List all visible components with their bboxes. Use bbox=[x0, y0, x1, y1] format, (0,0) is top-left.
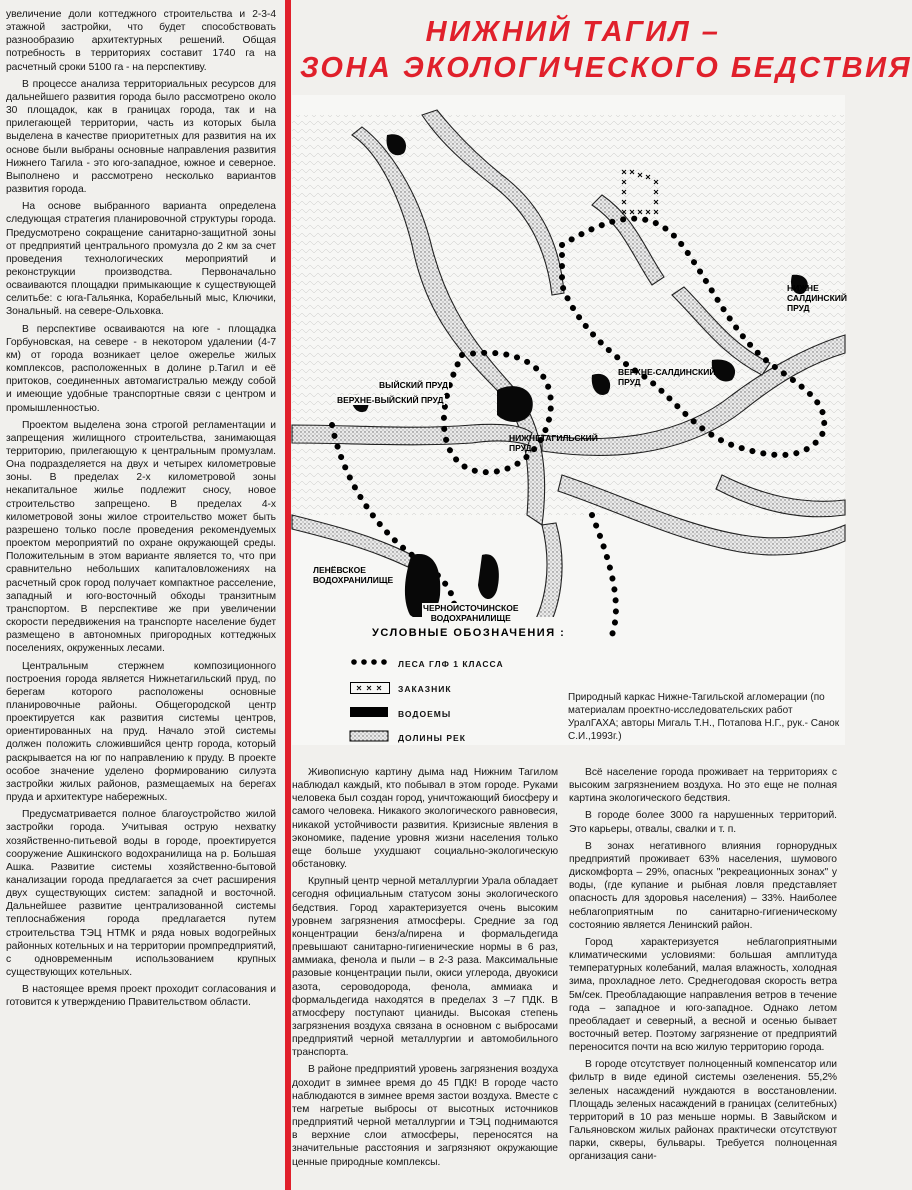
middle-text-column bbox=[292, 766, 558, 1173]
legend-label: ДОЛИНЫ РЕК bbox=[398, 733, 466, 743]
paragraph: Город характеризуется неблагоприятными климатическими условиями: большая амплитуда температурных колебаний, малая влажность, холодная зима, прохладное лето. Среднегодовая скорость ветра 5м/сек. Преобладающие направления ветров в течение года – западное и юго-западное. Однако летом преобладает и северный, а весной и осенью бывает восточный ветер. Поэтому загрязнение от предприятий переносится почти на всю жилую территорию города. bbox=[569, 936, 837, 1054]
paragraph: В процессе анализа территориальных ресурсов для дальнейшего развития города было рассмотрено около 30 площадок, как в границах города, так и на прилегающей территории, часть из которых была выделена в качестве приоритетных для развития на их основе были выбраны основные направления развития Нижнего Тагила - это юго-западное, южное и северное. Выполнено и рассмотрено несколько вариантов развития города. bbox=[6, 78, 276, 196]
dots-legend-symbol bbox=[350, 657, 388, 667]
label-chernoistochinskoe-reservoir: ЧЕРНОИСТОЧИНСКОЕ ВОДОХРАНИЛИЩЕ bbox=[423, 603, 519, 623]
paragraph: В зонах негативного влияния горнорудных предприятий проживает 63% населения, шумового дискомфорта – 29%, опасных "рекреационных зонах" у воды, (где купание и рыбная ловля представляет опасность для здоровья населения) – 33%. Наиболее неблагоприятным по санитарно-гигиеническому состоянию является Ленинский район. bbox=[569, 840, 837, 931]
right-text-column bbox=[569, 766, 837, 1168]
article-headline bbox=[300, 14, 912, 86]
legend-title: УСЛОВНЫЕ ОБОЗНАЧЕНИЯ : bbox=[372, 627, 566, 639]
paragraph: На основе выбранного варианта определена следующая стратегия планировочной структуры города. Предусмотрено сокращение санитарно-защитной зоны от предприятий центрального промузла до 2 км за счет проведения технологических мероприятий и реконструкции производства. Первоначально осваиваются площадки примыкающие к существующей селитьбе: с юга-Гальянка, Корабельный мыс, Ключики, Зональный. на севере-Ольховка. bbox=[6, 201, 276, 318]
paragraph: Всё население города проживает на территориях с высоким загрязнением воздуха. Но это еще не полная картина экологического бедствия. bbox=[569, 767, 837, 805]
label-verkhne-saldinsky-pond: ВЕРХНЕ-САЛДИНСКИЙ ПРУД bbox=[618, 367, 716, 387]
legend-label: ЗАКАЗНИК bbox=[398, 684, 452, 694]
red-divider-bar bbox=[285, 0, 291, 1190]
nature-framework-map bbox=[292, 95, 845, 745]
legend-label: ВОДОЕМЫ bbox=[398, 709, 452, 719]
crosses-legend-symbol bbox=[350, 682, 390, 694]
paragraph: Проектом выделена зона строгой регламентации и запрещения жилищного строительства, занимающая территорию, прилегающую к центральным промузлам. Она подразделяется на двух и четырех километровые зоны. В пределах 2-х километровой зоны некапитальное жилье подлежит сносу, новое строительство запрещено. В пределах 4-х километровой зоны жилое строительство может быть разрешено только после проведения рекомендуемых проектом мероприятий по охране окружающей среды. Положительным в этом варианте является то, что при сравнительно небольших капиталовложениях на расчетный срок город получает компактное расселение, западный и юго-восточный обходы транзитным транспортом. В перспективе же при увеличении скорости передвижения на транспорте население будет размещено в автономных пригородных коттеджных поселениях, окруженных лесами. bbox=[6, 419, 276, 655]
paragraph: В районе предприятий уровень загрязнения воздуха доходит в зимнее время до 45 ПДК! В городе часто наблюдаются в зимнее время застои воздуха. Вместе с тем нагретые выбросы от высотных источников предприятий черной металлургии и ТЭЦ поднимаются в верхние слои атмосферы, переносятся на значительные расстояния и загрязняют окружающие ценные природные комплексы. bbox=[292, 1064, 558, 1168]
stipple-legend-symbol bbox=[350, 731, 388, 741]
paragraph: В перспективе осваиваются на юге - площадка Горбуновская, на севере - в некотором удалении (4-7 км) от города возникает целое ожерелье жилых комплексов, расположенных в долине р.Тагил и её притоков, соединенных автомагистралью между собой и имеющие удобные транспортные связи с центром и промышленностью. bbox=[6, 323, 276, 414]
label-nizhne-saldinsky-pond: НИЖНЕ САЛДИНСКИЙ ПРУД bbox=[787, 283, 847, 313]
label-vyisky-pond: ВЫЙСКИЙ ПРУД bbox=[379, 380, 449, 390]
paragraph: Предусматривается полное благоустройство жилой застройки города. Учитывая острую нехватку хозяйственно-питьевой воды в городе, проектируется сооружение Ашкинского водохранилища на р. Большая Ашка. Развитие системы хозяйственно-бытовой канализации города предлагается за счет расширения двух существующих систем: западной и восточной. Дальнейшее развитие централизованной системы теплоснабжения города предлагается путем строительства ТЭЦ НТМК и ряда новых водогрейных районных котельных и на территории промпредприятий, с одновременным использованием крупных существующих котельных. bbox=[6, 809, 276, 979]
solid-legend-symbol bbox=[350, 707, 388, 717]
headline-line-2: ЗОНА ЭКОЛОГИЧЕСКОГО БЕДСТВИЯ bbox=[300, 52, 912, 84]
paragraph: увеличение доли коттеджного строительства и 2-3-4 этажной застройки, что будет способствовать разнообразию архитектурных решений. Общая потребность в территориях составит 1740 га на расчетный сроки 5100 га - на перспективу. bbox=[6, 9, 276, 73]
headline-line-1: НИЖНИЙ ТАГИЛ – bbox=[425, 16, 721, 48]
label-lenevskoe-reservoir: ЛЕНЁВСКОЕ ВОДОХРАНИЛИЩЕ bbox=[313, 565, 394, 585]
paragraph: Центральным стержнем композиционного построения города является Нижнетагильский пруд, по берегам которого расположены основные планировочные районы. Общегородской центр проектируется как развития системы центров, ориентированных на пруд. Начало этой системы должен положить сложившийся центр города, который раскрывается на юг по направлению к пруду. В проекте особое значение уделено формированию силуэта застройки жилых районов, размещаемых на берегах пруда и архитектуре набережных. bbox=[6, 660, 276, 804]
map-drawing bbox=[292, 95, 845, 745]
paragraph: В городе отсутствует полноценный компенсатор или фильтр в виде единой системы озеленения. 55,2% зеленых насаждений нуждаются в восстановлении. Площадь зеленых насаждений в границах (селитебных) территорий в 10 раз меньше нормы. В Завыйском и Гальяновском жилых районах практически отсутствуют парки, скверы, бульвары. Требуется полноценная организация сани- bbox=[569, 1059, 837, 1163]
left-text-column bbox=[6, 8, 276, 1014]
label-verkhne-vyisky-pond: ВЕРХНЕ-ВЫЙСКИЙ ПРУД bbox=[337, 395, 444, 405]
paragraph: В настоящее время проект проходит согласования и готовится к утверждению Правительством области. bbox=[6, 984, 276, 1009]
paragraph: Живописную картину дыма над Нижним Тагилом наблюдал каждый, кто побывал в этом городе. Руками человека был создан город, уничтожающий биосферу и самого человека. Никакого экологического равновесия, никакой устойчивости развития. Кризисные явления в экономике, падение уровня жизни населения только еще больше ухудшают социально-экологическую обстановку. bbox=[292, 767, 558, 871]
paragraph: В городе более 3000 га нарушенных территорий. Это карьеры, отвалы, свалки и т. п. bbox=[569, 810, 837, 835]
legend-label: ЛЕСА ГЛФ 1 КЛАССА bbox=[398, 659, 504, 669]
map-caption: Природный каркас Нижне-Тагильской агломерации (по материалам проектно-исследовательских работ УралГАХА; авторы Мигаль Т.Н., Потапова Н.Г., рук.- Санок С.И.,1993г.) bbox=[568, 692, 840, 742]
paragraph: Крупный центр черной металлургии Урала обладает сегодня официальным статусом зоны экологического бедствия. Город характеризуется очень высоким уровнем загрязнения атмосферы. Средние за год концентрации бенз/а/пирена и формальдегида превышают санитарно-гигиенические нормы в 6 раз, аммиака, фенола и пыли – в 2-3 раза. Максимальные разовые концентрации пыли, окиси углерода, двуокиси азота, сероводорода, фенола, аммиака и формальдегида находятся в пределах 3 –7 ПДК. В атмосферу поступают цианиды. Высокая степень загрязнения воздуха связана в основном с выбросами предприятий черной металлургии и автомобильного транспорта. bbox=[292, 876, 558, 1059]
label-nizhnetagilsky-pond: НИЖНЕТАГИЛЬСКИЙ ПРУД bbox=[509, 433, 598, 453]
